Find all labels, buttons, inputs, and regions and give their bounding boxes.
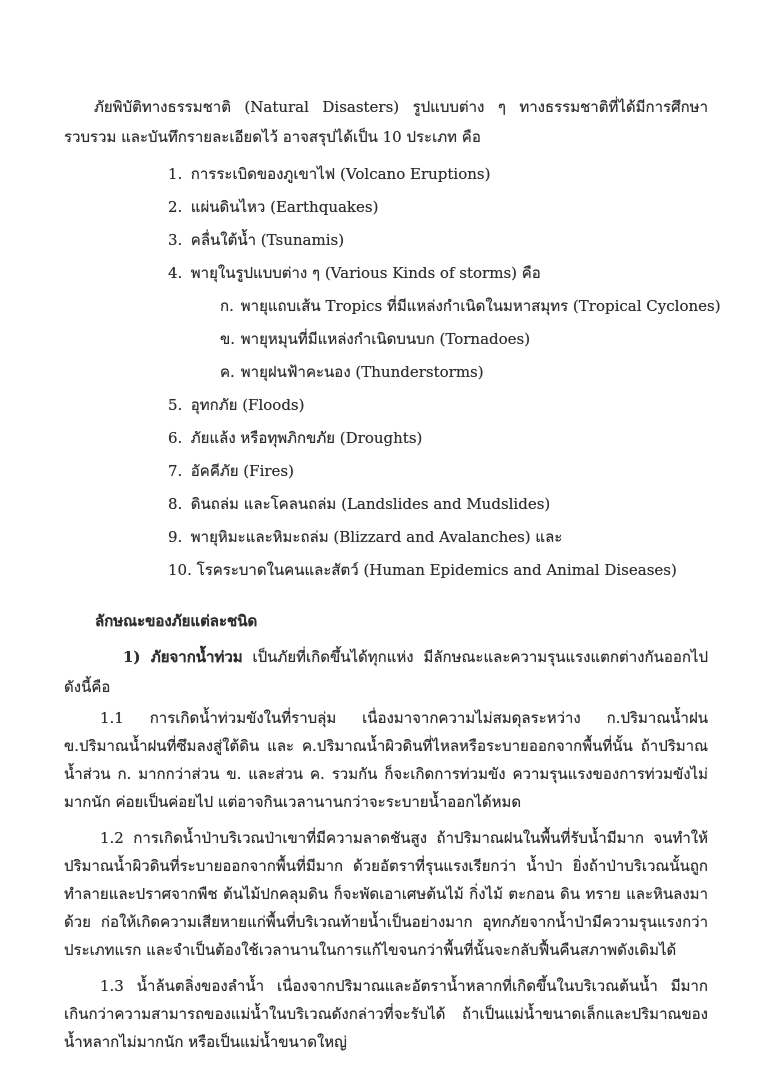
sub-item-letter: ข.: [220, 330, 236, 348]
list-number: 10.: [168, 561, 192, 579]
list-item-label: พายุในรูปแบบต่าง ๆ (Various Kinds of storms) คือ: [190, 264, 541, 282]
list-number: 6.: [168, 429, 183, 447]
paragraph-1-3: 1.3 น้ำล้นตลิ่งของลำน้ำ เนื่องจากปริมาณและอัตราน้ำหลากที่เกิดขึ้นในบริเวณต้นน้ำ มีมากเกินกว่าความสามารถของแม่น้ำในบริเวณดังกล่าวที่จะรับได้ ถ้าเป็นแม่น้ำขนาดเล็กและปริมาณของน้ำหลากไม่มากนัก หรือเป็นแม่น้ำขนาดใหญ่: [64, 977, 708, 1051]
list-number: 3.: [168, 231, 183, 249]
list-number: 4.: [168, 264, 183, 282]
list-item-tsunami: [168, 230, 708, 250]
sub-item-letter: ค.: [220, 363, 235, 381]
list-item-earthquake: [168, 197, 708, 217]
list-item-label: การระเบิดของภูเขาไฟ (Volcano Eruptions): [190, 165, 491, 183]
list-item-volcano: [168, 164, 708, 184]
section-header: ลักษณะของภัยแต่ละชนิด: [95, 612, 258, 630]
sub-item-label: พายุแถบเส้น Tropics ที่มีแหล่งกำเนิดในมหาสมุทร (Tropical Cyclones): [240, 297, 721, 315]
list-number: 2.: [168, 198, 183, 216]
disaster-type-list: [64, 164, 721, 580]
sub-item-tornadoes: [168, 329, 708, 349]
list-item-label: อุทกภัย (Floods): [190, 396, 305, 414]
list-item-fires: [168, 461, 708, 481]
list-item-label: อัคคีภัย (Fires): [190, 462, 294, 480]
list-number: 9.: [168, 528, 183, 546]
list-item-label: โรคระบาดในคนและสัตว์ (Human Epidemics and Animal Diseases): [196, 561, 677, 579]
list-number: 7.: [168, 462, 183, 480]
sub-item-letter: ก.: [220, 297, 234, 315]
list-item-storms: [168, 263, 708, 283]
sub-item-label: พายุฝนฟ้าคะนอง (Thunderstorms): [240, 363, 484, 381]
list-number: 5.: [168, 396, 183, 414]
sub-item-label: พายุหมุนที่มีแหล่งกำเนิดบนบก (Tornadoes): [240, 330, 531, 348]
list-item-floods: [168, 395, 708, 415]
list-item-label: คลื่นใต้น้ำ (Tsunamis): [190, 231, 345, 249]
list-number: 1.: [168, 165, 183, 183]
paragraph-1-2: 1.2 การเกิดน้ำป่าบริเวณป่าเขาที่มีความลาดชันสูง ถ้าปริมาณฝนในพื้นที่รับน้ำมีมาก จนทำให้ปริมาณน้ำผิวดินที่ระบายออกจากพื้นที่มีมาก ด้วยอัตราที่รุนแรงเรียกว่า น้ำป่า ยิ่งถ้าป่าบริเวณนั้นถูกทำลายและปราศจากพืช ต้นไม้ปกคลุมดิน ก็จะพัดเอาเศษต้นไม้ กิ่งไม้ ตะกอน ดิน ทราย และหินลงมาด้วย ก่อให้เกิดความเสียหายแก่พื้นที่บริเวณท้ายน้ำเป็นอย่างมาก อุทกภัยจากน้ำป่ามีความรุนแรงกว่าประเภทแรก และจำเป็นต้องใช้เวลานานในการแก้ไขจนกว่าพื้นที่นั้นจะกลับฟื้นคืนสภาพดังเดิมได้: [64, 829, 708, 959]
list-item-blizzard: [168, 527, 708, 547]
list-item-label: ดินถล่ม และโคลนถล่ม (Landslides and Mudslides): [190, 495, 551, 513]
intro-paragraph: ภัยพิบัติทางธรรมชาติ (Natural Disasters) รูปแบบต่าง ๆ ทางธรรมชาติที่ได้มีการศึกษารวบรวม และบันทึกรายละเอียดไว้ อาจสรุปได้เป็น 10 ประเภท คือ: [64, 98, 708, 146]
list-item-label: พายุหิมะและหิมะถล่ม (Blizzard and Avalanches) และ: [190, 528, 563, 546]
flood-intro-rest: เป็นภัยที่เกิดขึ้นได้ทุกแห่ง มีลักษณะและความรุนแรงแตกต่างกันออกไป ดังนี้คือ: [64, 648, 708, 696]
list-number: 8.: [168, 495, 183, 513]
sub-item-thunderstorms: [168, 362, 708, 382]
list-item-landslides: [168, 494, 708, 514]
sub-item-tropical-cyclones: [168, 296, 721, 316]
paragraph-1-1: 1.1 การเกิดน้ำท่วมขังในที่ราบลุ่ม เนื่องมาจากความไม่สมดุลระหว่าง ก.ปริมาณน้ำฝน ข.ปริมาณน้ำฝนที่ซึมลงสู่ใต้ดิน และ ค.ปริมาณน้ำผิวดินที่ไหลหรือระบายออกจากพื้นที่นั้น ถ้าปริมาณน้ำส่วน ก. มากกว่าส่วน ข. และส่วน ค. รวมกัน ก็จะเกิดการท่วมขัง ความรุนแรงของการท่วมขังไม่มากนัก ค่อยเป็นค่อยไป แต่อาจกินเวลานานกว่าจะระบายน้ำออกได้หมด: [64, 709, 708, 811]
flood-intro-lead: 1) ภัยจากน้ำท่วม: [123, 648, 243, 666]
list-item-label: แผ่นดินไหว (Earthquakes): [190, 198, 379, 216]
list-item-label: ภัยแล้ง หรือทุพภิกขภัย (Droughts): [190, 429, 423, 447]
list-item-droughts: [168, 428, 708, 448]
list-item-epidemics: [168, 560, 708, 580]
flood-intro-paragraph: [64, 642, 708, 702]
